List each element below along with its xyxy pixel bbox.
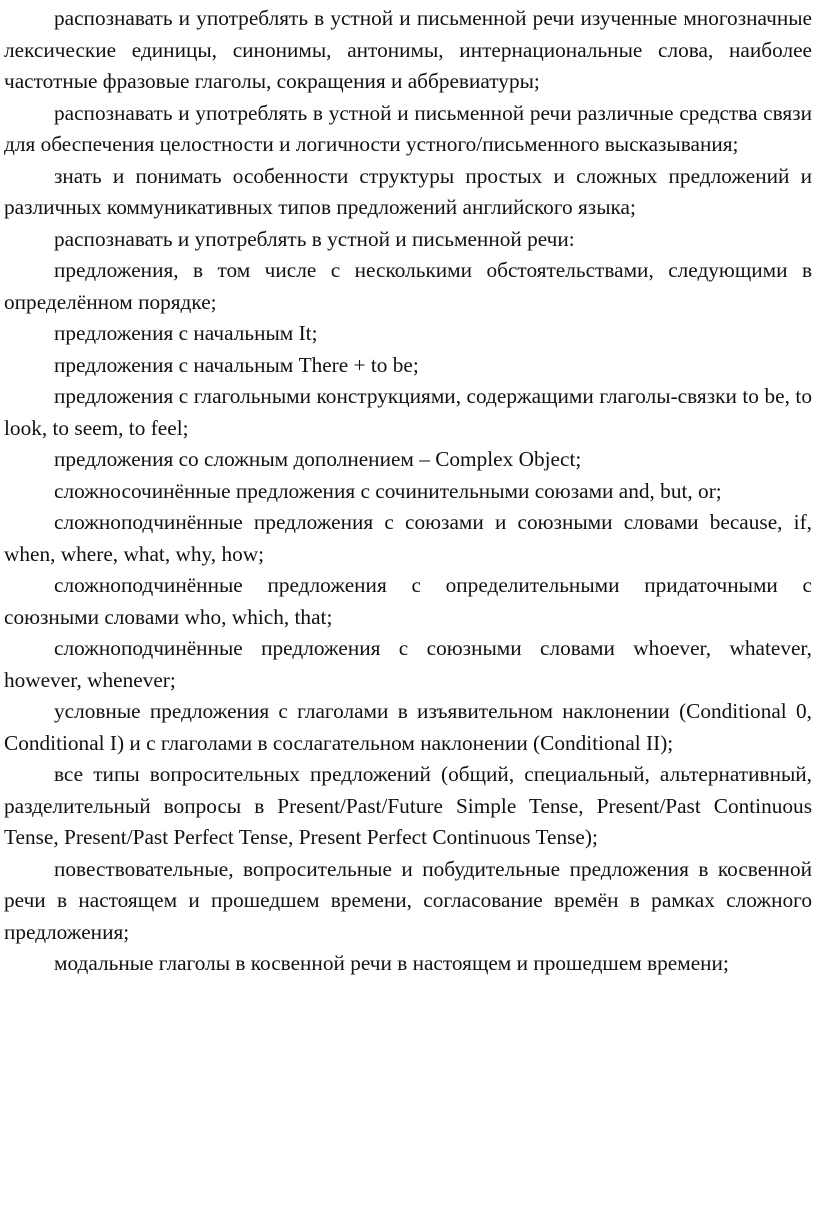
- paragraph-ever-words: сложноподчинённые предложения с союзными словами whoever, whatever, however, whenever;: [4, 636, 812, 692]
- paragraph-relative-clauses: сложноподчинённые предложения с определительными придаточными с союзными словами who, which, that;: [4, 573, 812, 629]
- paragraph-initial-it: предложения с начальным It;: [54, 321, 318, 345]
- paragraph-cohesion-means: распознавать и употреблять в устной и письменной речи различные средства связи для обеспечения целостности и логичности устного/письменного высказывания;: [4, 100, 812, 156]
- paragraph-adverbials: предложения, в том числе с несколькими обстоятельствами, следующими в определённом порядке;: [4, 258, 812, 314]
- paragraph-complex-conjunctions: сложноподчинённые предложения с союзами и союзными словами because, if, when, where, what, why, how;: [4, 510, 812, 566]
- paragraph-sentence-structure: знать и понимать особенности структуры простых и сложных предложений и различных коммуникативных типов предложений английского языка;: [4, 163, 812, 219]
- paragraph-link-verbs: предложения с глагольными конструкциями, содержащими глаголы-связки to be, to look, to seem, to feel;: [4, 384, 812, 440]
- paragraph-reported-speech: повествовательные, вопросительные и побудительные предложения в косвенной речи в настоящем и прошедшем времени, согласование времён в рамках сложного предложения;: [4, 856, 812, 944]
- paragraph-lexical-units: распознавать и употреблять в устной и письменной речи изученные многозначные лексические единицы, синонимы, антонимы, интернациональные слова, наиболее частотные фразовые глаголы, сокращения и аббревиатуры;: [4, 6, 812, 93]
- paragraph-compound-sentences: сложносочинённые предложения с сочинительными союзами and, but, or;: [54, 478, 722, 503]
- paragraph-initial-there: предложения с начальным There + to be;: [54, 352, 419, 377]
- paragraph-modal-verbs: модальные глаголы в косвенной речи в настоящем и прошедшем времени;: [54, 951, 729, 975]
- paragraph-recognize-intro: распознавать и употреблять в устной и письменной речи:: [54, 226, 575, 251]
- paragraph-complex-object: предложения со сложным дополнением – Complex Object;: [54, 447, 582, 471]
- paragraph-conditionals: условные предложения с глаголами в изъявительном наклонении (Conditional 0, Conditional I) и с глаголами в сослагательном наклонении (Conditional II);: [4, 699, 812, 755]
- paragraph-question-types: все типы вопросительных предложений (общий, специальный, альтернативный, разделительный вопросы в Present/Past/Future Simple Tense, Present/Past Continuous Tense, Present/Past Perfect Tense, Present Perfect Continuous Tense);: [4, 762, 812, 849]
